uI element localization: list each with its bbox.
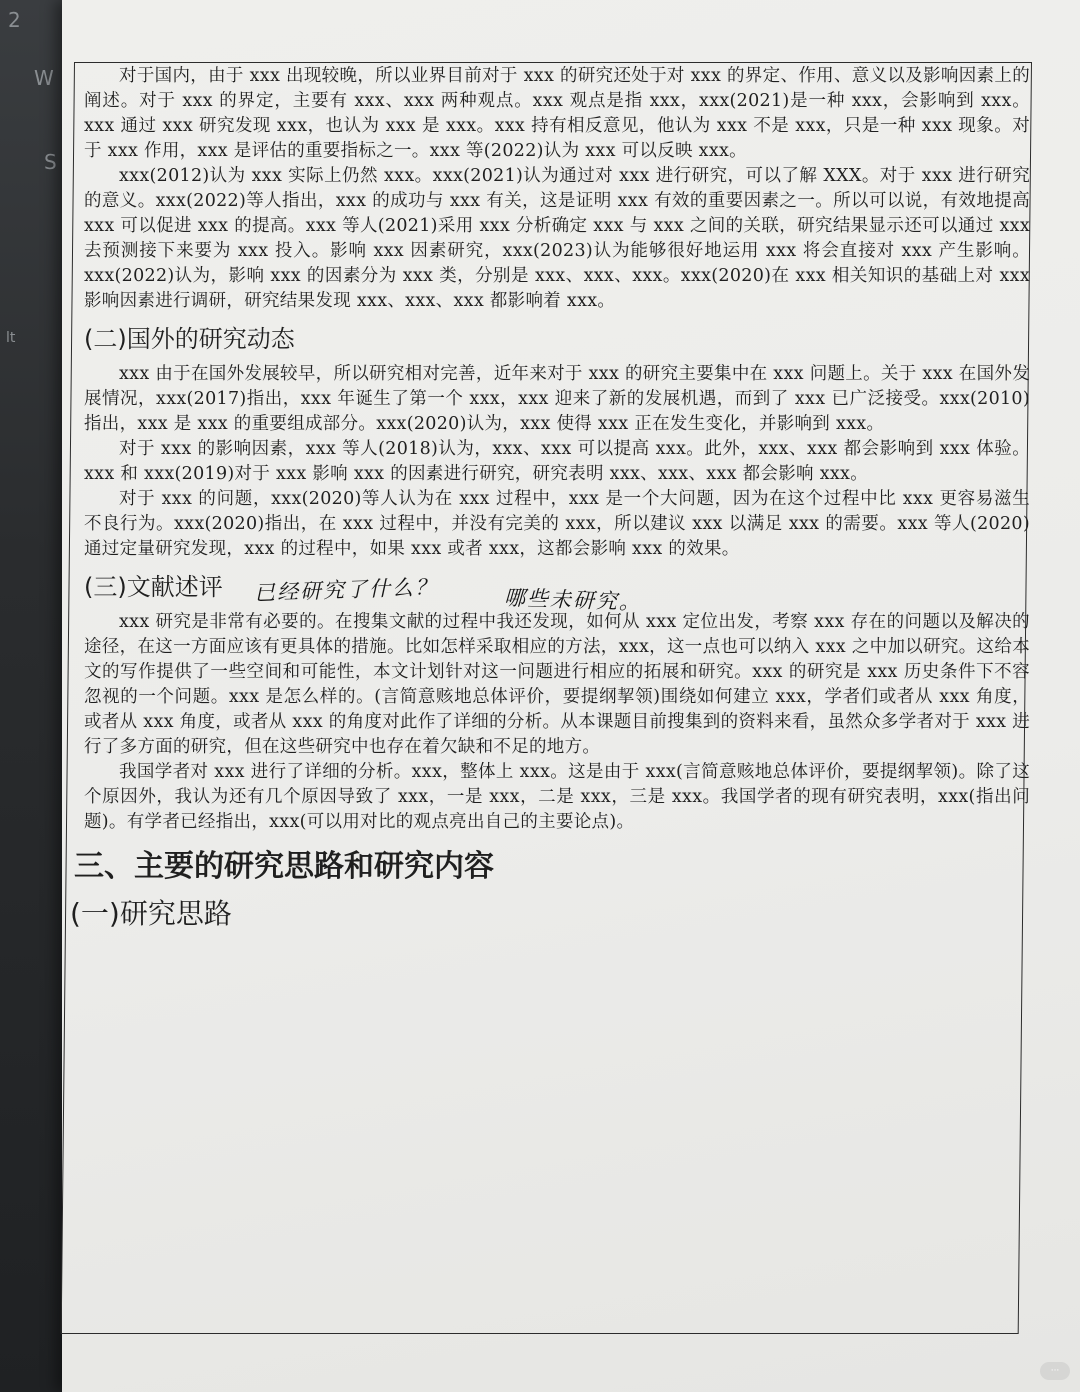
foreign-paragraph-3: 对于 xxx 的问题，xxx(2020)等人认为在 xxx 过程中，xxx 是一个大问题，因为在这个过程中比 xxx 更容易滋生不良行为。xxx(2020)指出，在 xxx 过程中，并没有完美的 xxx，所以建议 xxx 以满足 xxx 的需要。xxx 等人(2020)通过定量研究发现，xxx 的过程中，如果 xxx 或者 xxx，这都会影响 xxx 的效果。	[84, 489, 1030, 559]
review-paragraph-1: xxx 研究是非常有必要的。在搜集文献的过程中我还发现，如何从 xxx 定位出发，考察 xxx 存在的问题以及解决的途径，在这一方面应该有更具体的措施。比如怎样采取相应的方法，xxx，这一点也可以纳入 xxx 之中加以研究。这给本文的写作提供了一些空间和可能性，本文计划针对这一问题进行相应的拓展和研究。xxx 的研究是 xxx 历史条件下不容忽视的一个问题。xxx 是怎么样的。(言简意赅地总体评价，要提纲挈领)围绕如何建立 xxx，学者们或者从 xxx 角度，或者从 xxx 角度，或者从 xxx 的角度对此作了详细的分析。从本课题目前搜集到的资料来看，虽然众多学者对于 xxx 进行了多方面的研究，但在这些研究中也存在着欠缺和不足的地方。	[84, 612, 1030, 757]
watermark-badge: ···	[1040, 1362, 1070, 1380]
desk-mark-1: 2	[8, 8, 21, 32]
review-heading-row	[84, 568, 1030, 615]
handwritten-note-2: 哪些未研究。	[503, 585, 643, 615]
foreign-paragraph-2: 对于 xxx 的影响因素，xxx 等人(2018)认为，xxx、xxx 可以提高 xxx。此外，xxx、xxx 都会影响到 xxx 体验。xxx 和 xxx(2019)对于 xxx 影响 xxx 的因素进行研究，研究表明 xxx、xxx、xxx 都会影响 xxx。	[84, 439, 1030, 484]
research-approach-heading: (一)研究思路	[70, 897, 232, 930]
literature-review-heading: (三)文献述评	[84, 573, 223, 601]
desk-background	[0, 0, 70, 1392]
document-body	[70, 64, 1030, 937]
desk-mark-3: S	[44, 150, 57, 174]
foreign-research-heading: (二)国外的研究动态	[84, 325, 295, 353]
domestic-paragraph-1: 对于国内，由于 xxx 出现较晚，所以业界目前对于 xxx 的研究还处于对 xxx 的界定、作用、意义以及影响因素上的阐述。对于 xxx 的界定，主要有 xxx、xxx 两种观点。xxx 观点是指 xxx，xxx(2021)是一种 xxx，会影响到 xxx。xxx 通过 xxx 研究发现 xxx，也认为 xxx 是 xxx。xxx 持有相反意见，他认为 xxx 不是 xxx，只是一种 xxx 现象。对于 xxx 作用，xxx 是评估的重要指标之一。xxx 等(2022)认为 xxx 可以反映 xxx。	[84, 66, 1030, 161]
section-three-heading: 三、主要的研究思路和研究内容	[74, 849, 494, 884]
handwritten-note-1: 已经研究了什么？	[253, 574, 439, 606]
review-paragraph-2: 我国学者对 xxx 进行了详细的分析。xxx，整体上 xxx。这是由于 xxx(言简意赅地总体评价，要提纲挈领)。除了这个原因外，我认为还有几个原因导致了 xxx，一是 xxx，二是 xxx，三是 xxx。我国学者的现有研究表明，xxx(指出问题)。有学者已经指出，xxx(可以用对比的观点亮出自己的主要论点)。	[84, 762, 1030, 832]
domestic-paragraph-2: xxx(2012)认为 xxx 实际上仍然 xxx。xxx(2021)认为通过对 xxx 进行研究，可以了解 XXX。对于 xxx 进行研究的意义。xxx(2022)等人指出，xxx 的成功与 xxx 有关，这是证明 xxx 有效的重要因素之一。所以可以说，有效地提高 xxx 可以促进 xxx 的提高。xxx 等人(2021)采用 xxx 分析确定 xxx 与 xxx 之间的关联，研究结果显示还可以通过 xxx 去预测接下来要为 xxx 投入。影响 xxx 因素研究，xxx(2023)认为能够很好地运用 xxx 将会直接对 xxx 产生影响。xxx(2022)认为，影响 xxx 的因素分为 xxx 类，分别是 xxx、xxx、xxx。xxx(2020)在 xxx 相关知识的基础上对 xxx 影响因素进行调研，研究结果发现 xxx、xxx、xxx 都影响着 xxx。	[84, 166, 1030, 311]
desk-mark-4: lt	[6, 330, 16, 346]
paper-sheet	[62, 0, 1080, 1392]
foreign-paragraph-1: xxx 由于在国外发展较早，所以研究相对完善，近年来对于 xxx 的研究主要集中在 xxx 问题上。关于 xxx 在国外发展情况，xxx(2017)指出，xxx 年诞生了第一个 xxx，xxx 迎来了新的发展机遇，而到了 xxx 已广泛接受。xxx(2010)指出，xxx 是 xxx 的重要组成部分。xxx(2020)认为，xxx 使得 xxx 正在发生变化，并影响到 xxx。	[84, 364, 1030, 434]
desk-mark-2: W	[34, 66, 54, 90]
